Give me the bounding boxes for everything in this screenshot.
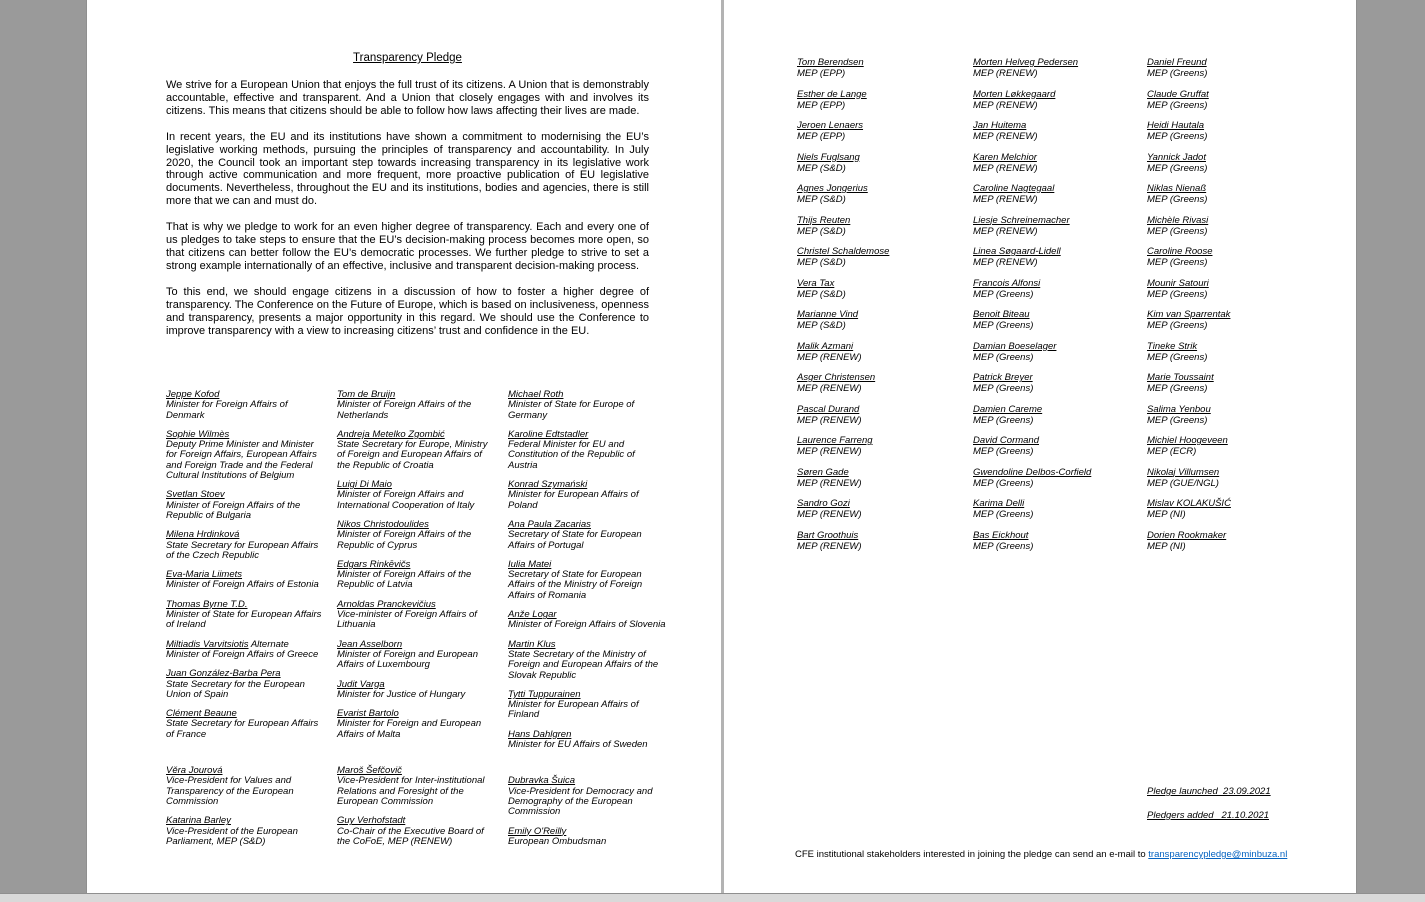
mep-name: Benoit Biteau [973,309,1030,320]
minister-name: Katarina Barley [166,815,231,827]
minister-name: Jean Asselborn [337,638,403,650]
mep-entry [973,404,1145,426]
mep-entry [1147,372,1319,394]
mep-name: Claude Gruffat [1147,88,1209,100]
mep-role: MEP (S&D) [797,288,846,300]
mep-role: MEP (ECR) [1147,446,1197,457]
minister-name: Iulia Matei [508,558,552,570]
mep-entry [973,215,1145,237]
mep-role: MEP (Greens) [973,414,1034,426]
mep-name: Damian Boeselager [973,340,1057,352]
minister-title: Deputy Prime Minister and Minister for Foreign Affairs, European Affairs and Foreign Trade and the Federal Cultural Institutions of Belgium [166,439,317,482]
minister-entry [508,390,666,421]
mep-role: MEP (EPP) [797,131,846,142]
document-title: Transparency Pledge [353,52,462,64]
mep-entry [1147,89,1319,111]
minister-title: Minister for European Affairs of Finland [508,699,639,721]
mep-role: MEP (Greens) [973,351,1034,363]
mep-entry [1147,215,1319,237]
minister-entry [337,600,495,631]
mep-name: Kim van Sparrentak [1147,309,1231,320]
mep-name: Morten Helveg Pedersen [973,57,1079,68]
mep-name: Karen Melchior [973,151,1037,163]
mep-name: Michiel Hoogeveen [1147,435,1228,446]
minister-entry [508,640,666,681]
mep-column-1 [797,57,969,561]
minister-entry [508,520,666,551]
minister-entry [508,480,666,511]
mep-role: MEP (Greens) [1147,257,1208,268]
minister-title: Minister of Foreign Affairs of the Republic of Latvia [337,569,472,591]
mep-role: MEP (RENEW) [797,351,862,363]
mep-entry [797,278,969,300]
mep-entry [1147,530,1319,552]
minister-entry [337,640,495,671]
minister-title: Vice-minister of Foreign Affairs of Lithuania [337,609,477,631]
mep-entry [797,435,969,457]
mep-entry [797,246,969,268]
minister-title: Minister of Foreign Affairs of Slovenia [508,619,666,631]
mep-entry [973,278,1145,300]
minister-name: Clément Beaune [166,708,237,720]
minister-name: Karoline Edtstadler [508,428,589,440]
mep-role: MEP (EPP) [797,99,846,111]
mep-entry [1147,57,1319,79]
mep-name: Asger Christensen [797,372,876,383]
minister-name: Arnoldas Pranckevičius [337,598,436,610]
document-page-2 [724,0,1357,893]
minister-title: Minister of State for European Affairs of Ireland [166,609,322,631]
minister-title: Minister for Foreign and European Affairs of Malta [337,718,482,740]
pledgers-added-line: Pledgers added 21.10.2021 [1147,810,1270,821]
ministers-column-3 [508,390,666,856]
minister-name: Věra Jourová [166,765,223,777]
mep-role: MEP (RENEW) [973,257,1038,268]
minister-title: Minister for Foreign Affairs of Denmark [166,399,288,421]
minister-title: Minister of Foreign Affairs of the Republic of Cyprus [337,529,472,551]
minister-title: Minister of Foreign and European Affairs of Luxembourg [337,648,478,671]
minister-name: Anže Logar [508,609,557,621]
minister-title: Vice-President for Democracy and Demography of the European Commission [508,785,653,818]
mep-role: MEP (Greens) [973,288,1034,300]
mep-name: Jeroen Lenaers [797,120,864,131]
minister-name: Miltiadis Varvitsiotis [166,638,249,650]
mep-role: MEP (Greens) [973,540,1034,552]
mep-name: Morten Løkkegaard [973,88,1056,100]
mep-column-3 [1147,57,1319,561]
mep-entry [973,152,1145,174]
mep-entry [797,498,969,520]
minister-name: Andreja Metelko Zgombić [337,428,445,440]
mep-name: Bas Eickhout [973,529,1029,541]
minister-entry [508,610,666,631]
mep-entry [1147,498,1319,520]
mep-entry [973,246,1145,268]
footer-note [795,849,1287,860]
mep-role: MEP (RENEW) [797,414,862,426]
minister-entry [508,776,666,817]
mep-role: MEP (Greens) [1147,194,1208,205]
mep-name: Tineke Strik [1147,340,1198,352]
mep-role: MEP (Greens) [1147,131,1208,142]
minister-title: Minister of Foreign Affairs and International Cooperation of Italy [337,489,475,511]
mep-entry [973,57,1145,79]
minister-entry [337,680,495,701]
minister-name: Eva-Maria Liimets [166,569,243,581]
mep-role: MEP (Greens) [973,383,1034,394]
mep-role: MEP (Greens) [1147,288,1208,300]
mep-name: Esther de Lange [797,88,867,100]
mep-name: Niklas Nienaß [1147,183,1207,194]
mep-role: MEP (S&D) [797,257,846,268]
mep-entry [973,467,1145,489]
mep-role: MEP (GUE/NGL) [1147,477,1219,489]
mep-name: Yannick Jadot [1147,151,1206,163]
mep-role: MEP (RENEW) [973,99,1038,111]
mep-role: MEP (S&D) [797,162,846,174]
mep-name: Søren Gade [797,466,849,478]
minister-entry [508,560,666,601]
minister-name: Evarist Bartolo [337,708,399,720]
mep-column-2 [973,57,1145,561]
mep-entry [973,89,1145,111]
mep-role: MEP (NI) [1147,509,1186,520]
minister-name: Sophie Wilmès [166,428,230,440]
minister-title: Minister for EU Affairs of Sweden [508,739,648,751]
mep-name: Vera Tax [797,277,835,289]
mep-name: Jan Huitema [973,120,1027,131]
mep-name: Caroline Nagtegaal [973,183,1055,194]
minister-entry [508,690,666,721]
minister-title: European Ombudsman [508,835,607,847]
mep-role: MEP (EPP) [797,68,846,79]
mep-entry [797,152,969,174]
minister-title: State Secretary for European Affairs of the Czech Republic [166,539,319,561]
minister-entry [166,530,324,561]
mep-name: Marie Toussaint [1147,372,1214,383]
minister-title: Vice-President for Inter-institutional Relations and Foresight of the European Commission [337,775,485,807]
minister-title: Secretary of State for European Affairs of the Ministry of Foreign Affairs of Romania [508,569,643,601]
mep-role: MEP (RENEW) [973,225,1038,237]
mep-name: Caroline Roose [1147,246,1213,257]
minister-name: Emily O'Reilly [508,825,567,837]
minister-title: Vice-President of the European Parliament, MEP (S&D) [166,825,298,847]
minister-title: Minister for European Affairs of Poland [508,489,639,511]
mep-role: MEP (RENEW) [973,131,1038,142]
mep-role: MEP (RENEW) [973,194,1038,205]
minister-title: State Secretary for Europe, Ministry of Foreign and European Affairs of the Republic of Croatia [337,439,488,471]
minister-name: Nikos Christodoulides [337,518,429,530]
footer-text: CFE institutional stakeholders interested in joining the pledge can send an e-mail to [795,849,1149,860]
mep-entry [797,530,969,552]
minister-name: Svetlan Stoev [166,489,225,501]
mep-role: MEP (RENEW) [797,383,862,394]
mep-role: MEP (Greens) [1147,383,1208,394]
mep-name: Niels Fuglsang [797,151,860,163]
mep-name: Liesje Schreinemacher [973,214,1070,226]
minister-entry [337,709,495,740]
minister-title: Secretary of State for European Affairs of Portugal [508,529,642,551]
minister-title: Co-Chair of the Executive Board of the CoFoE, MEP (RENEW) [337,825,484,847]
mep-name: Nikolaj Villumsen [1147,466,1220,478]
mep-role: MEP (S&D) [797,225,846,237]
minister-entry [337,480,495,511]
minister-name-suffix: Alternate [248,638,289,650]
horizontal-scrollbar[interactable] [0,893,1425,902]
minister-name: Guy Verhofstadt [337,815,406,827]
pledge-paragraph-1: We strive for a European Union that enjoys the full trust of its citizens. A Union that is demonstrably accountable, effective and transparent. And a Union that closely engages with and involves its citizens. This means that citizens should be able to follow how laws affecting their lives are made. [166,79,649,117]
minister-name: Dubravka Šuica [508,775,576,787]
mep-name: Linea Søgaard-Lidell [973,246,1061,257]
minister-entry [166,816,324,847]
mep-name: Francois Alfonsi [973,277,1041,289]
mep-name: Salima Yenbou [1147,403,1211,415]
minister-name: Maroš Šefčovič [337,765,402,777]
mep-name: Michèle Rivasi [1147,214,1209,226]
minister-entry [166,570,324,591]
mep-role: MEP (RENEW) [973,162,1038,174]
mep-name: Thijs Reuten [797,214,851,226]
mep-entry [797,467,969,489]
minister-entry [337,816,495,847]
pledge-paragraph-4: To this end, we should engage citizens in a discussion of how to foster a higher degree of transparency. The Conference on the Future of Europe, which is based on inclusiveness, openness and transparency, presents a major opportunity in this regard. We should use the Conference to improve transparency with a view to increasing citizens’ trust and confidence in the EU. [166,285,649,337]
mep-entry [1147,278,1319,300]
minister-name: Ana Paula Zacarias [508,518,591,530]
mep-entry [797,309,969,331]
mep-role: MEP (NI) [1147,540,1186,552]
mep-name: Sandro Gozi [797,498,850,509]
mep-role: MEP (Greens) [973,320,1034,331]
minister-entry [166,669,324,700]
minister-entry [166,600,324,631]
minister-name: Hans Dahlgren [508,728,572,740]
mep-name: Karima Delli [973,498,1025,509]
mep-role: MEP (Greens) [1147,320,1208,331]
mep-name: Mislav KOLAKUŠIĆ [1147,498,1231,509]
pledge-paragraph-2: In recent years, the EU and its institutions have shown a commitment to modernising the EU’s legislative working methods, pursuing the principles of transparency and accountability. In July 2020, the Council took an important step towards increasing transparency in its legislative work through active communication and more frequent, more proactive publication of EU legislative documents. Nevertheless, throughout the EU and its institutions, bodies and agencies, there is still more that we can and must do. [166,130,649,208]
minister-name: Juan González-Barba Pera [166,668,281,680]
mep-entry [973,435,1145,457]
mep-role: MEP (RENEW) [797,540,862,552]
mep-role: MEP (S&D) [797,320,846,331]
mep-entry [797,89,969,111]
minister-title: Minister of Foreign Affairs of the Netherlands [337,399,472,421]
minister-name: Luigi Di Maio [337,479,392,491]
minister-name: Judit Varga [337,678,385,690]
mep-entry [797,341,969,363]
minister-entry [337,520,495,551]
minister-name: Martin Klus [508,638,556,650]
mep-role: MEP (Greens) [973,446,1034,457]
mep-entry [1147,183,1319,205]
minister-name: Thomas Byrne T.D. [166,598,248,610]
mep-role: MEP (RENEW) [797,509,862,520]
minister-name: Edgars Rinkēvičs [337,558,411,570]
minister-entry [337,560,495,591]
pledge-meta [1147,786,1271,821]
mep-entry [797,215,969,237]
mep-entry [1147,152,1319,174]
mep-name: Bart Groothuis [797,529,859,541]
mep-role: MEP (Greens) [973,477,1034,489]
document-page-1 [86,0,721,893]
mep-role: MEP (Greens) [1147,99,1208,111]
mep-entry [973,183,1145,205]
mep-role: MEP (Greens) [973,509,1034,520]
mep-entry [973,341,1145,363]
mep-entry [797,372,969,394]
mep-role: MEP (Greens) [1147,68,1208,79]
mep-entry [973,309,1145,331]
minister-title: Minister of State for Europe of Germany [508,399,635,421]
minister-name: Tytti Tuppurainen [508,688,581,700]
ministers-column-1 [166,390,324,856]
mep-role: MEP (RENEW) [797,446,862,457]
minister-title: Vice-President for Values and Transparency of the European Commission [166,775,294,807]
minister-entry [337,766,495,807]
minister-entry [166,640,324,661]
mep-entry [973,498,1145,520]
ministers-column-2 [337,390,495,856]
mep-entry [1147,467,1319,489]
mep-role: MEP (Greens) [1147,414,1208,426]
mep-entry [1147,341,1319,363]
mep-name: Damien Careme [973,403,1043,415]
minister-name: Tom de Bruijn [337,389,396,400]
minister-title: Minister of Foreign Affairs of Greece [166,648,319,660]
mep-name: Christel Schaldemose [797,246,890,257]
mep-name: Heidi Hautala [1147,120,1205,131]
mep-name: Marianne Vind [797,309,859,320]
page1-content [166,52,666,847]
minister-name: Michael Roth [508,389,564,400]
mep-entry [1147,435,1319,457]
mep-name: Laurence Farreng [797,435,873,446]
minister-title: State Secretary for European Affairs of France [166,718,319,740]
minister-title: State Secretary of the Ministry of Foreign and European Affairs of the Slovak Republic [508,648,659,681]
mep-entry [1147,246,1319,268]
mep-name: Agnes Jongerius [797,183,868,194]
minister-name: Milena Hrdinková [166,529,240,541]
mep-name: Tom Berendsen [797,57,864,68]
minister-name: Konrad Szymański [508,479,588,491]
minister-title: State Secretary for the European Union of Spain [166,678,305,700]
minister-entry [337,390,495,421]
mep-entry [1147,309,1319,331]
minister-entry [337,430,495,471]
mep-name: Mounir Satouri [1147,277,1209,289]
mep-entry [797,404,969,426]
mep-role: MEP (Greens) [1147,162,1208,174]
mep-role: MEP (Greens) [1147,351,1208,363]
mep-entry [797,57,969,79]
mep-name: Gwendoline Delbos-Corfield [973,466,1092,478]
mep-entry [1147,120,1319,142]
minister-entry [166,766,324,807]
minister-title: Federal Minister for EU and Constitution of the Republic of Austria [508,439,635,471]
minister-entry [166,709,324,740]
mep-name: Pascal Durand [797,403,860,415]
minister-name: Jeppe Kofod [166,389,220,400]
mep-role: MEP (RENEW) [797,477,862,489]
mep-entry [797,183,969,205]
minister-title: Minister for Justice of Hungary [337,688,466,700]
minister-entry [166,390,324,421]
footer-email-link[interactable]: transparencypledge@minbuza.nl [1148,849,1288,860]
ministers-list [166,390,666,856]
minister-entry [508,730,666,751]
minister-title: Minister of Foreign Affairs of the Republic of Bulgaria [166,499,301,521]
minister-entry [166,490,324,521]
mep-entry [973,530,1145,552]
mep-name: Patrick Breyer [973,372,1033,383]
mep-entry [973,372,1145,394]
mep-entry [1147,404,1319,426]
mep-name: David Cormand [973,435,1039,446]
minister-entry [166,430,324,481]
mep-name: Daniel Freund [1147,57,1207,68]
mep-entry [797,120,969,142]
mep-role: MEP (Greens) [1147,225,1208,237]
mep-name: Dorien Rookmaker [1147,529,1227,541]
mep-role: MEP (S&D) [797,194,846,205]
minister-entry [508,430,666,471]
minister-entry [508,827,666,848]
mep-entry [973,120,1145,142]
minister-title: Minister of Foreign Affairs of Estonia [166,579,319,591]
mep-role: MEP (RENEW) [973,68,1038,79]
pledge-launched-line: Pledge launched 23.09.2021 [1147,786,1271,797]
pledge-paragraph-3: That is why we pledge to work for an even higher degree of transparency. Each and every one of us pledges to take steps to ensure that the EU’s decision-making process becomes more open, so that citizens can better follow the EU’s democratic processes. We further pledge to strive to set a strong example internationally of an effective, inclusive and transparent decision-making process. [166,221,649,272]
mep-name: Malik Azmani [797,340,854,352]
